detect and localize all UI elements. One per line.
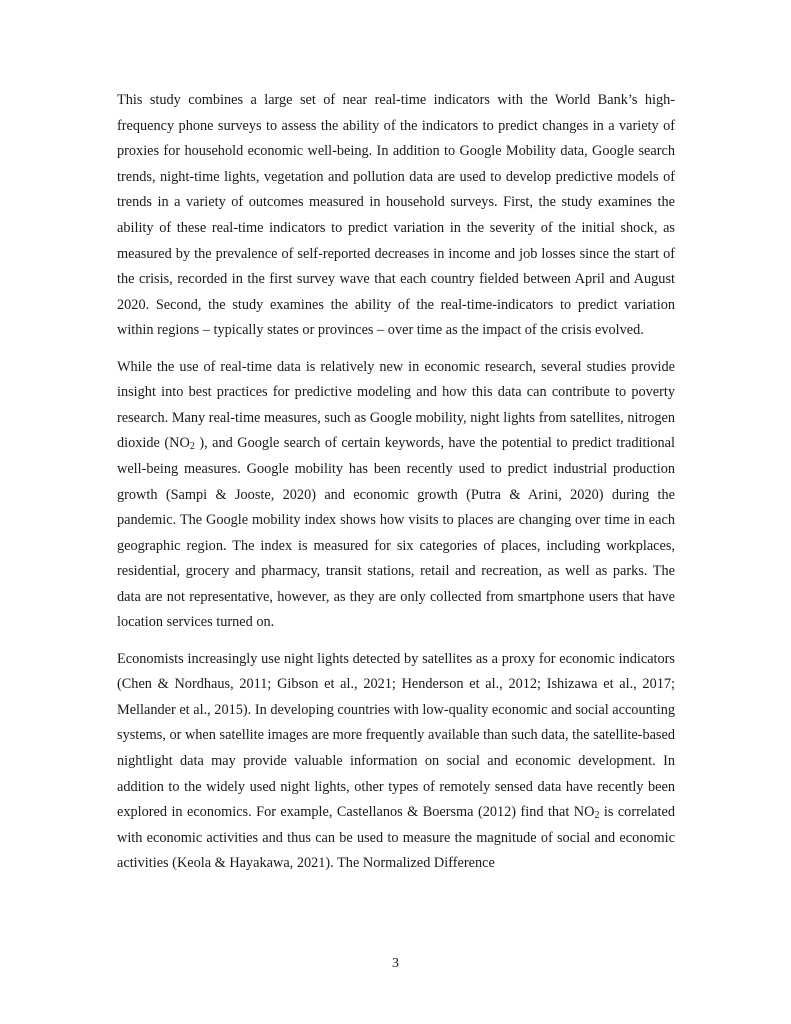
paragraph-2-part-2: ), and Google search of certain keywords, have the potential to predict traditional well-being measures. Google mobility has been recently used to predict industrial production growth (Sampi & Jooste, 2020) and economic growth (Putra & Arini, 2020) during the pandemic. The Google mobility index shows how visits to places are changing over time in each geographic region. The index is measured for six categories of places, including workplaces, residential, grocery and pharmacy, transit stations, retail and recreation, as well as parks. The data are not representative, however, as they are only collected from smartphone users that have location services turned on. (117, 435, 675, 631)
page-number: 3 (392, 956, 399, 971)
paragraph-3-part-1: Economists increasingly use night lights detected by satellites as a proxy for economic indicators (Chen & Nordhaus, 2011; Gibson et al., 2021; Henderson et al., 2012; Ishizawa et al., 2017; Mellander et al., 2015). In developing countries with low-quality economic and social accounting systems, or when satellite images are more frequently available than such data, the satellite-based nightlight data may provide valuable information on social and economic development. In addition to the widely used night lights, other types of remotely sensed data have recently been explored in economics. For example, Castellanos & Boersma (2012) find that NO (117, 650, 675, 821)
paragraph-2-part-1: While the use of real-time data is relatively new in economic research, several studies provide insight into best practices for predictive modeling and how this data can contribute to poverty research. Many real-time measures, such as Google mobility, night lights from satellites, nitrogen dioxide (NO (117, 358, 675, 452)
paragraph-3 (117, 647, 675, 877)
paragraph-1: This study combines a large set of near real-time indicators with the World Bank’s high-frequency phone surveys to assess the ability of the indicators to predict changes in a variety of proxies for household economic well-being. In addition to Google Mobility data, Google search trends, night-time lights, vegetation and pollution data are used to develop predictive models of trends in a variety of outcomes measured in household surveys. First, the study examines the ability of these real-time indicators to predict variation in the severity of the initial shock, as measured by the prevalence of self-reported decreases in income and job losses since the start of the crisis, recorded in the first survey wave that each country fielded between April and August 2020. Second, the study examines the ability of the real-time-indicators to predict variation within regions – typically states or provinces – over time as the impact of the crisis evolved. (117, 92, 675, 339)
no2-subscript: 2 (594, 810, 600, 822)
no2-subscript: 2 (189, 441, 195, 453)
paragraph-2 (117, 355, 675, 637)
paragraph-3-part-2: is correlated with economic activities and thus can be used to measure the magnitude of social and economic activities (Keola & Hayakawa, 2021). The Normalized Difference (117, 804, 675, 872)
body-text (117, 88, 675, 888)
